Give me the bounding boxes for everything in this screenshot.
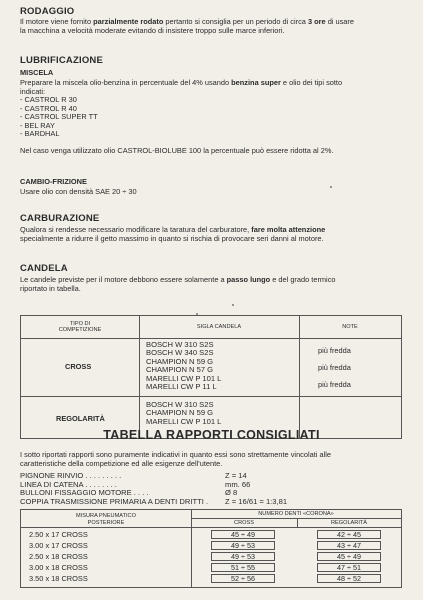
carburazione-title: CARBURAZIONE [20, 213, 100, 224]
header-regolarita: REGOLARITÀ [330, 520, 368, 526]
table-divider [139, 316, 140, 438]
table-row: 48 ÷ 52 [317, 574, 381, 583]
spec-bulloni: BULLONI FISSAGGIO MOTORE . . . . Ø 8 [20, 488, 238, 497]
cambio-title: CAMBIO-FRIZIONE [20, 177, 87, 186]
table-row: CHAMPION N 59 G [146, 408, 214, 418]
list-item: - BEL RAY [20, 122, 402, 131]
lubrificazione-title: LUBRIFICAZIONE [20, 55, 104, 66]
table-row: 2.50 x 17 CROSS [29, 530, 88, 539]
table-row: BOSCH W 310 S2S [146, 400, 214, 409]
table-row: CHAMPION N 57 G [146, 365, 214, 375]
cross-label: CROSS [65, 362, 92, 371]
table-row: 52 ÷ 56 [211, 574, 275, 583]
paper-speck [232, 304, 234, 306]
oil-list [20, 96, 402, 139]
miscela-text: Preparare la miscela olio-benzina in percentuale del 4% usando benzina super e olio dei tipi sotto indicati: [20, 78, 343, 97]
header-tipo: TIPO DI COMPETIZIONE [58, 320, 102, 333]
paper-speck [330, 186, 332, 188]
table-header [21, 316, 401, 339]
regolarita-plugs [146, 401, 221, 426]
table-row: 42 ÷ 45 [317, 530, 381, 539]
table-row: BOSCH W 310 S2S [146, 340, 214, 349]
table-row: MARELLI CW P 101 L [146, 373, 222, 383]
rapporti-intro: I sotto riportati rapporti sono puramente indicativi in quanto essi sono strettamente vincolati alle caratteristiche della competizione ed alle esigenze dell'utente. [20, 450, 331, 469]
note-cell: più fredda [318, 380, 351, 389]
note-cell: più fredda [318, 346, 351, 355]
table-row: 45 ÷ 49 [211, 530, 275, 539]
spec-pignone: PIGNONE RINVIO . . . . . . . . . Z = 14 [20, 471, 247, 480]
spec-coppia: COPPIA TRASMISSIONE PRIMARIA A DENTI DRITTI . Z = 16/61 = 1:3,81 [20, 496, 288, 506]
table-row: 3.00 x 17 CROSS [29, 541, 88, 550]
note-cell: più fredda [318, 363, 351, 372]
list-item: - CASTROL R 30 [20, 96, 402, 105]
rapporti-title: TABELLA RAPPORTI CONSIGLIATI [103, 428, 320, 442]
header-sigla: SIGLA CANDELA [196, 323, 242, 330]
spark-plug-table [20, 315, 402, 439]
table-row: 2.50 x 18 CROSS [29, 552, 88, 561]
list-item: - BARDHAL [20, 130, 402, 139]
ratio-table [20, 509, 402, 588]
cambio-text: Usare olio con densità SAE 20 ÷ 30 [20, 187, 137, 196]
rodaggio-text: Il motore viene fornito parzialmente rodato pertanto si consiglia per un periodo di circa 3 ore di usare la macchina a velocità moderate evitando di insistere troppo sulle marce inferiori. [20, 17, 354, 36]
table-row: BOSCH W 340 S2S [146, 348, 214, 358]
paper-speck [196, 313, 198, 315]
rodaggio-title: RODAGGIO [20, 6, 75, 17]
table-row: 3.00 x 18 CROSS [29, 563, 88, 572]
table-divider [21, 527, 401, 528]
header-misura: MISURA PNEUMATICO POSTERIORE [76, 513, 136, 526]
table-row: 3.50 x 18 CROSS [29, 574, 88, 583]
carburazione-text: Qualora si rendesse necessario modificare la taratura del carburatore, fare molta attenzione specialmente a ridurre il getto massimo in quanto si rischia di provocare seri danni al motore. [20, 225, 326, 244]
table-divider [191, 518, 401, 519]
table-row: MARELLI CW P 11 L [146, 382, 217, 392]
miscela-title: MISCELA [20, 68, 54, 77]
table-divider [21, 396, 401, 397]
spec-linea: LINEA DI CATENA . . . . . . . . mm. 66 [20, 479, 251, 489]
regolarita-label: REGOLARITÀ [56, 414, 105, 423]
table-row: MARELLI CW P 101 L [146, 416, 222, 426]
biolube-note: Nel caso venga utilizzato olio CASTROL-BIOLUBE 100 la percentuale può essere ridotta al 2%. [20, 146, 334, 155]
candela-title: CANDELA [20, 263, 68, 274]
table-divider [299, 316, 300, 438]
table-row: 43 ÷ 47 [317, 541, 381, 550]
table-row: 49 ÷ 53 [211, 552, 275, 561]
table-row: CHAMPION N 59 G [146, 356, 214, 366]
list-item: - CASTROL SUPER TT [20, 113, 402, 122]
table-row: 45 ÷ 49 [317, 552, 381, 561]
list-item: - CASTROL R 40 [20, 105, 402, 114]
header-note: NOTE [342, 323, 358, 330]
table-row: 49 ÷ 53 [211, 541, 275, 550]
header-numero-denti: NUMERO DENTI «CORONA» [258, 511, 334, 517]
table-row: 51 ÷ 55 [211, 563, 275, 572]
candela-text: Le candele previste per il motore debbono essere solamente a passo lungo e del grado termico riportato in tabella. [20, 275, 336, 294]
header-cross: CROSS [234, 520, 254, 526]
table-row: 47 ÷ 51 [317, 563, 381, 572]
cross-plugs [146, 341, 221, 391]
